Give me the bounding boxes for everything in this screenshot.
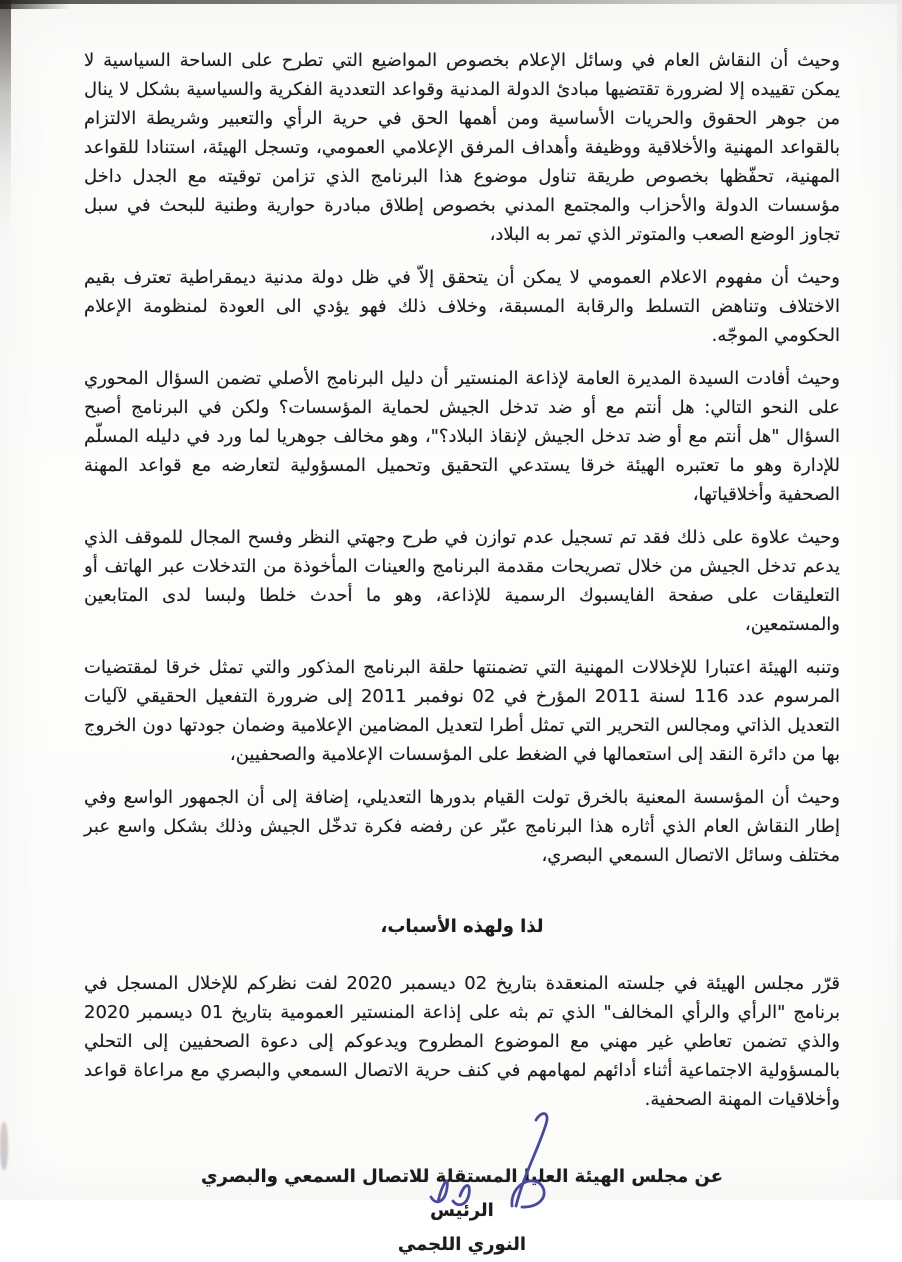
signature-org-line: عن مجلس الهيئة العليا المستقلة للاتصال السمعي والبصري: [201, 1166, 723, 1187]
whereas-paragraph-2: وحيث أن مفهوم الاعلام العمومي لا يمكن أن يتحقق إلاّ في ظل دولة مدنية ديمقراطية تعترف بقيم الاختلاف وتناهض التسلط والرقابة المسبقة، وخلاف ذلك فهو يؤدي الى العودة لمنظومة الإعلام الحكومي الموجّه.: [84, 267, 840, 346]
whereas-paragraph-3: وحيث أفادت السيدة المديرة العامة لإذاعة المنستير أن دليل البرنامج الأصلي تضمن السؤال المحوري على النحو التالي: هل أنتم مع أو ضد تدخل الجيش لحماية المؤسسات؟ ولكن في البرنامج أصبح السؤال "هل أنتم مع أو ضد تدخل الجيش لإنقاذ البلاد؟"، وهو مخالف جوهريا لما ورد في دليله المسلّم للإدارة وهو ما تعتبره الهيئة خرقا يستدعي التحقيق وتحميل المسؤولية لتعارضه مع قواعد المهنة الصحفية وأخلاقياتها،: [84, 368, 840, 505]
reasons-heading: لذا ولهذه الأسباب،: [380, 916, 544, 937]
signature-name: النوري اللجمي: [397, 1234, 527, 1255]
signature-title: الرئيس: [430, 1200, 494, 1221]
handwritten-signature: [408, 1110, 628, 1210]
whereas-paragraph-4: وحيث علاوة على ذلك فقد تم تسجيل عدم توازن في طرح وجهتي النظر وفسح المجال للموقف الذي يدعم تدخل الجيش من خلال تصريحات مقدمة البرنامج والعينات المأخوذة من التدخلات عبر الهاتف أو التعليقات على صفحة الفايسبوك الرسمية للإذاعة، وهو ما أحدث خلطا ولبسا لدى المتابعين والمستمعين،: [84, 527, 840, 635]
decision-paragraph: قرّر مجلس الهيئة في جلسته المنعقدة بتاريخ 02 ديسمبر 2020 لفت نظركم للإخلال المسجل في برنامج "الرأي والرأي المخالف" الذي تم بثه على إذاعة المنستير العمومية بتاريخ 01 ديسمبر 2020 والذي تضمن تعاطي غير مهني مع الموضوع المطروح ويدعوكم إلى دعوة الصحفيين إلى التحلي بالمسؤولية الاجتماعية أثناء أدائهم لمهامهم في كنف حرية الاتصال السمعي والبصري مع مراعاة قواعد وأخلاقيات المهنة الصحفية.: [84, 973, 841, 1110]
whereas-paragraph-6: وحيث أن المؤسسة المعنية بالخرق تولت القيام بدورها التعديلي، إضافة إلى أن الجمهور الواسع وفي إطار النقاش العام الذي أثاره هذا البرنامج عبّر عن رفضه فكرة تدخّل الجيش وذلك بشكل واسع عبر مختلف وسائل الاتصال السمعي البصري،: [84, 787, 840, 866]
signature-strokes: [431, 1114, 547, 1207]
whereas-paragraph-5: وتنبه الهيئة اعتبارا للإخلالات المهنية التي تضمنتها حلقة البرنامج المذكور والتي تمثل خرقا لمقتضيات المرسوم عدد 116 لسنة 2011 المؤرخ في 02 نوفمبر 2011 إلى ضرورة التفعيل الحقيقي لآليات التعديل الذاتي ومجالس التحرير التي تمثل أطرا لتعديل المضامين الإعلامية وضمان جودتها دون الخروج بها من دائرة النقد إلى استعمالها في الضغط على المؤسسات الإعلامية والصحفيين،: [84, 657, 840, 765]
whereas-paragraph-1: وحيث أن النقاش العام في وسائل الإعلام بخصوص المواضيع التي تطرح على الساحة السياسية لا يمكن تقييده إلا لضرورة تقتضيها مبادئ الدولة المدنية وقواعد التعددية الفكرية والسياسية بشكل لا ينال من جوهر الحقوق والحريات الأساسية ومن أهمها الحق في حرية الرأي والتعبير وشريطة الالتزام بالقواعد المهنية والأخلاقية ووظيفة وأهداف المرفق الإعلامي العمومي، وتسجل الهيئة، استنادا للقواعد المهنية، تحفّظها بخصوص طريقة تناول موضوع هذا البرنامج الذي تزامن توقيته مع الجدل داخل مؤسسات الدولة والأحزاب والمجتمع المدني بخصوص إطلاق مبادرة حوارية وطنية للبحث في سبل تجاوز الوضع الصعب والمتوتر الذي تمر به البلاد،: [84, 50, 840, 245]
